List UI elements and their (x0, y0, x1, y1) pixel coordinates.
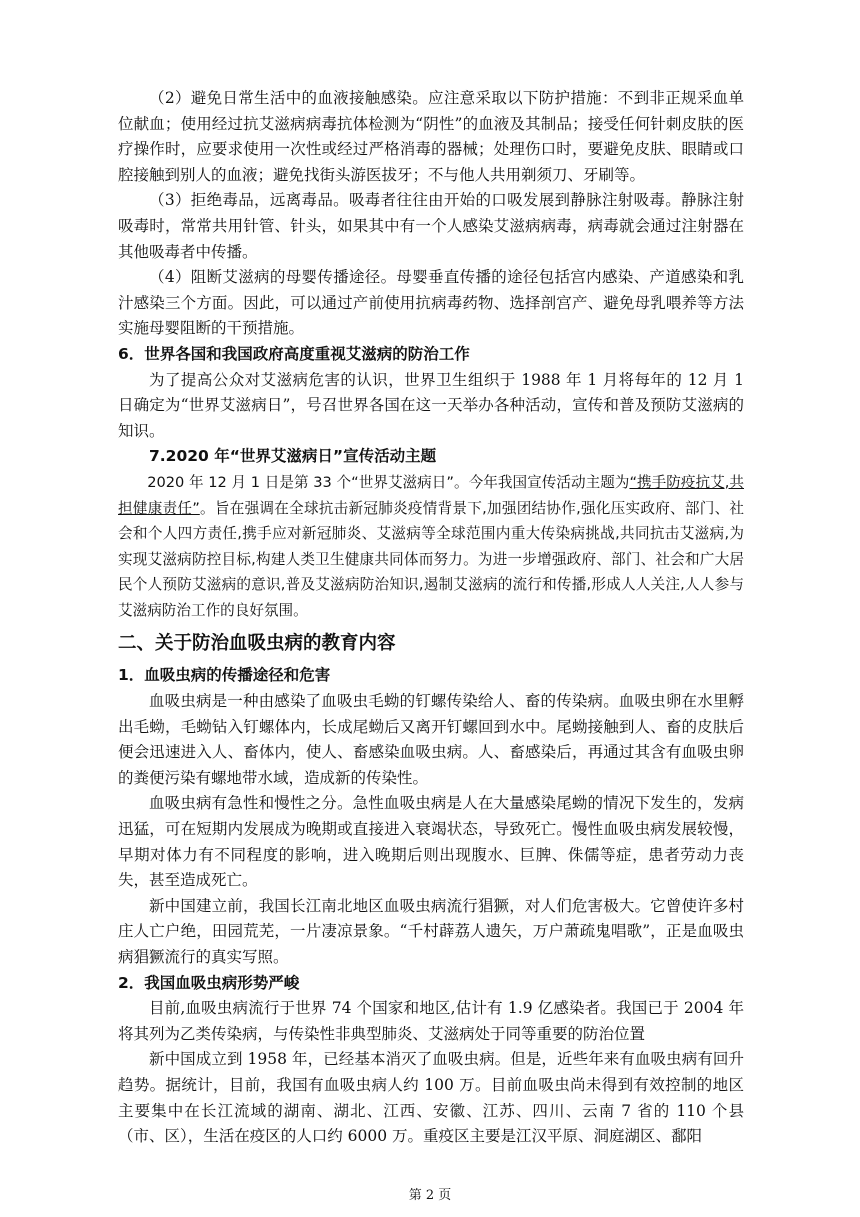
paragraph-acute-chronic: 血吸虫病有急性和慢性之分。急性血吸虫病是人在大量感染尾蚴的情况下发生的，发病迅猛，可在短期内发展成为晚期或直接进入衰竭状态，导致死亡。慢性血吸虫病发展较慢，早期对体力有不同程度的影响，进入晚期后则出现腹水、巨脾、侏儒等症，患者劳动力丧失，甚至造成死亡。 (118, 794, 744, 890)
theme-body-text: 。旨在强调在全球抗击新冠肺炎疫情背景下,加强团结协作,强化压实政府、部门、社会和个人四方责任,携手应对新冠肺炎、艾滋病等全球范围内重大传染病挑战,共同抗击艾滋病,为实现艾滋病防控目标,构建人类卫生健康共同体而努力。为进一步增强政府、部门、社会和广大居民个人预防艾滋病的意识,普及艾滋病防治知识,遏制艾滋病的流行和传播,形成人人关注,人人参与艾滋病防治工作的良好氛围。 (118, 499, 745, 619)
paragraph-world-status: 目前,血吸虫病流行于世界 74 个国家和地区,估计有 1.9 亿感染者。我国已于 2004 年将其列为乙类传染病，与传染性非典型肺炎、艾滋病处于同等重要的防治位置 (118, 999, 744, 1043)
paragraph-transmission: 血吸虫病是一种由感染了血吸虫毛蚴的钉螺传染给人、畜的传染病。血吸虫卵在水里孵出毛蚴，毛蚴钻入钉螺体内，长成尾蚴后又离开钉螺回到水中。尾蚴接触到人、畜的皮肤后便会迅速进入人、畜体内，使人、畜感染血吸虫病。人、畜感染后，再通过其含有血吸虫卵的粪便污染有螺地带水域，造成新的传染性。 (118, 692, 744, 787)
paragraph-drugs: （3）拒绝毒品，远离毒品。吸毒者往往由开始的口吸发展到静脉注射吸毒。静脉注射吸毒时，常常共用针管、针头，如果其中有一个人感染艾滋病病毒，病毒就会通过注射器在其他吸毒者中传播。 (118, 191, 744, 261)
paragraph-china-status: 新中国成立到 1958 年，已经基本消灭了血吸虫病。但是，近些年来有血吸虫病有回升趋势。据统计，目前，我国有血吸虫病人约 100 万。目前血吸虫尚未得到有效控制的地区主要集中在长江流域的湖南、湖北、江西、安徽、江苏、四川、云南 7 省的 110 个县（市、区），生活在疫区的人口约 6000 万。重疫区主要是江汉平原、洞庭湖区、鄱阳 (118, 1050, 744, 1146)
paragraph-history: 新中国建立前，我国长江南北地区血吸虫病流行猖獗，对人们危害极大。它曾使许多村庄人亡户绝，田园荒芜，一片凄凉景象。“千村薜荔人遗矢，万户萧疏鬼唱歌”，正是血吸虫病猖獗流行的真实写照。 (118, 896, 744, 966)
heading-schisto-1: 1．血吸虫病的传播途径和危害 (118, 666, 331, 685)
heading-section-6: 6．世界各国和我国政府高度重视艾滋病的防治工作 (118, 344, 470, 363)
paragraph-blood-contact: （2）避免日常生活中的血液接触感染。应注意采取以下防护措施：不到非正规采血单位献血；使用经过抗艾滋病病毒抗体检测为“阴性”的血液及其制品；接受任何针刺皮肤的医疗操作时，应要求使用一次性或经过严格消毒的器械；处理伤口时，要避免皮肤、眼睛或口腔接触到别人的血液；避免找街头游医拔牙；不与他人共用剃须刀、牙刷等。 (118, 89, 744, 184)
heading-section-7: 7.2020 年“世界艾滋病日”宣传活动主题 (149, 447, 437, 466)
paragraph-mother-child: （4）阻断艾滋病的母婴传播途径。母婴垂直传播的途径包括宫内感染、产道感染和乳汁感染三个方面。因此，可以通过产前使用抗病毒药物、选择剖宫产、避免母乳喂养等方法实施母婴阻断的干预措施。 (118, 268, 744, 338)
page-number: 第 2 页 (408, 1188, 452, 1203)
page-content (118, 86, 744, 1150)
theme-slogan: “携手防疫抗艾,共担健康责任” (118, 473, 744, 517)
paragraph-2020-theme (118, 470, 744, 624)
theme-intro-text: 2020 年 12 月 1 日是第 33 个“世界艾滋病日”。今年我国宣传活动主题为 (147, 473, 630, 491)
heading-schisto-2: 2．我国血吸虫病形势严峻 (118, 973, 300, 992)
heading-part-2: 二、关于防治血吸虫病的教育内容 (118, 633, 396, 655)
paragraph-world-aids-day: 为了提高公众对艾滋病危害的认识，世界卫生组织于 1988 年 1 月将每年的 12 月 1 日确定为“世界艾滋病日”，号召世界各国在这一天举办各种活动，宣传和普及预防艾滋病的知识。 (118, 370, 744, 440)
